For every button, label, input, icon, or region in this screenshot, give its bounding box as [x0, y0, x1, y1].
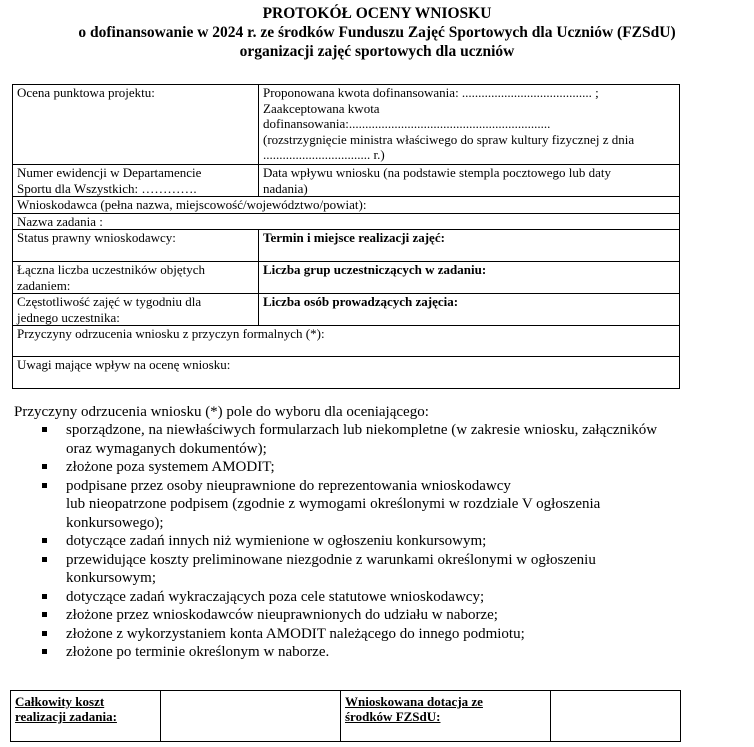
total-cost-label-line2: realizacji zadania: [15, 709, 117, 724]
rejection-reason-item[interactable] [42, 625, 674, 644]
receipt-date-line2: nadania) [263, 180, 308, 196]
rejection-reasons [14, 403, 674, 662]
rejection-reason-text: dotyczące zadań innych niż wymienione w ogłoszeniu konkursowym; [66, 533, 487, 549]
task-name-cell[interactable] [13, 213, 680, 230]
formal-rejection-label: Przyczyny odrzucenia wniosku z przyczyn formalnych (*): [17, 326, 325, 341]
frequency-cell[interactable] [13, 294, 259, 326]
requested-label-cell [341, 691, 551, 742]
total-cost-label-cell [11, 691, 161, 742]
instructors-cell[interactable] [259, 294, 680, 326]
bullet-icon [42, 557, 47, 562]
legal-status-label: Status prawny wnioskodawcy: [17, 230, 176, 245]
evaluation-form-table [12, 84, 680, 389]
rejection-reason-item[interactable] [42, 458, 674, 477]
bullet-icon [42, 483, 47, 488]
document-subtitle: o dofinansowanie w 2024 r. ze środków Funduszu Zajęć Sportowych dla Uczniów (FZSdU) [78, 24, 676, 41]
rejection-reason-text: złożone z wykorzystaniem konta AMODIT należącego do innego podmiotu; [66, 625, 525, 642]
document-title: PROTOKÓŁ OCENY WNIOSKU [262, 5, 492, 22]
rejection-reason-item[interactable] [42, 477, 674, 533]
rejection-reason-item[interactable] [42, 532, 674, 551]
rejection-reason-text: lub nieopatrzone podpisem (zgodnie z wymogami określonymi w rozdziale V ogłoszenia [66, 496, 601, 512]
rejection-reason-item[interactable] [42, 606, 674, 625]
rejection-reason-item[interactable] [42, 551, 674, 588]
bullet-icon [42, 631, 47, 636]
frequency-line1: Częstotliwość zajęć w tygodniu dla [17, 294, 202, 309]
rejection-reason-text: konkursowym; [66, 570, 156, 586]
rejection-reason-item[interactable] [42, 643, 674, 662]
receipt-date-line1: Data wpływu wniosku (na podstawie stempla pocztowego lub daty [263, 165, 612, 180]
groups-label: Liczba grup uczestniczących w zadaniu: [263, 262, 487, 277]
applicant-cell[interactable] [13, 197, 680, 214]
rejection-reason-text: sporządzone, na niewłaściwych formularzach lub niekompletne (w zakresie wniosku, załączników [66, 422, 658, 438]
participants-line1: Łączna liczba uczestników objętych [17, 262, 206, 277]
applicant-label: Wnioskodawca (pełna nazwa, miejscowość/województwo/powiat): [17, 197, 367, 212]
requested-label-line2: środków FZSdU: [345, 709, 441, 724]
accepted-amount-line2: dofinansowania:.............................................................. [263, 116, 551, 131]
total-cost-label-line1: Całkowity koszt [15, 694, 105, 709]
bullet-icon [42, 594, 47, 599]
score-label: Ocena punktowa projektu: [17, 85, 155, 100]
accepted-amount-line1: Zaakceptowana kwota [263, 100, 380, 116]
term-place-cell[interactable] [259, 230, 680, 262]
proposed-amount: Proponowana kwota dofinansowania: ........................................ ; [263, 85, 599, 100]
record-number-cell[interactable] [13, 165, 259, 197]
minister-note-line1: (rozstrzygnięcie ministra właściwego do spraw kultury fizycznej z dnia [263, 131, 635, 147]
remarks-cell[interactable] [13, 357, 680, 389]
instructors-label: Liczba osób prowadzących zajęcia: [263, 294, 459, 309]
rejection-reasons-list [14, 421, 674, 662]
rejection-reason-item[interactable] [42, 588, 674, 607]
participants-cell[interactable] [13, 262, 259, 294]
requested-value-cell[interactable] [551, 691, 681, 742]
rejection-reason-text: złożone po terminie określonym w naborze. [66, 644, 330, 660]
record-number-line2: Sportu dla Wszystkich: …………. [17, 180, 197, 196]
rejection-reason-text: przewidujące koszty preliminowane niezgodnie z warunkami określonymi w ogłoszeniu [66, 551, 596, 568]
minister-note-line2: ................................. r.) [263, 147, 385, 162]
rejection-reason-text: oraz wymaganych dokumentów); [66, 440, 267, 457]
participants-line2: zadaniem: [17, 277, 71, 293]
cost-table [10, 690, 681, 742]
frequency-line2: jednego uczestnika: [17, 309, 120, 325]
score-cell[interactable] [13, 85, 259, 165]
term-place-label: Termin i miejsce realizacji zajęć: [263, 230, 445, 245]
remarks-label: Uwagi mające wpływ na ocenę wniosku: [17, 357, 231, 372]
document-subtitle-2: organizacji zajęć sportowych dla uczniów [239, 43, 515, 60]
rejection-reason-text: podpisane przez osoby nieuprawnione do reprezentowania wnioskodawcy [66, 477, 511, 494]
bullet-icon [42, 427, 47, 432]
bullet-icon [42, 612, 47, 617]
task-name-label: Nazwa zadania : [17, 213, 103, 229]
bullet-icon [42, 649, 47, 654]
formal-rejection-cell[interactable] [13, 326, 680, 357]
document-header [0, 4, 754, 61]
rejection-reason-text: złożone przez wnioskodawców nieuprawnionych do udziału w naborze; [66, 607, 498, 623]
total-cost-value-cell[interactable] [161, 691, 341, 742]
rejection-reason-text: dotyczące zadań wykraczających poza cele statutowe wnioskodawcy; [66, 588, 485, 605]
rejection-reason-text: złożone poza systemem AMODIT; [66, 459, 275, 475]
rejection-reason-item[interactable] [42, 421, 674, 458]
receipt-date-cell[interactable] [259, 165, 680, 197]
rejection-reason-text: konkursowego); [66, 514, 164, 531]
amount-cell[interactable] [259, 85, 680, 165]
rejection-reasons-intro: Przyczyny odrzucenia wniosku (*) pole do wyboru dla oceniającego: [14, 404, 429, 420]
bullet-icon [42, 464, 47, 469]
bullet-icon [42, 538, 47, 543]
legal-status-cell[interactable] [13, 230, 259, 262]
groups-cell[interactable] [259, 262, 680, 294]
requested-label-line1: Wnioskowana dotacja ze [345, 694, 483, 709]
record-number-line1: Numer ewidencji w Departamencie [17, 165, 202, 180]
